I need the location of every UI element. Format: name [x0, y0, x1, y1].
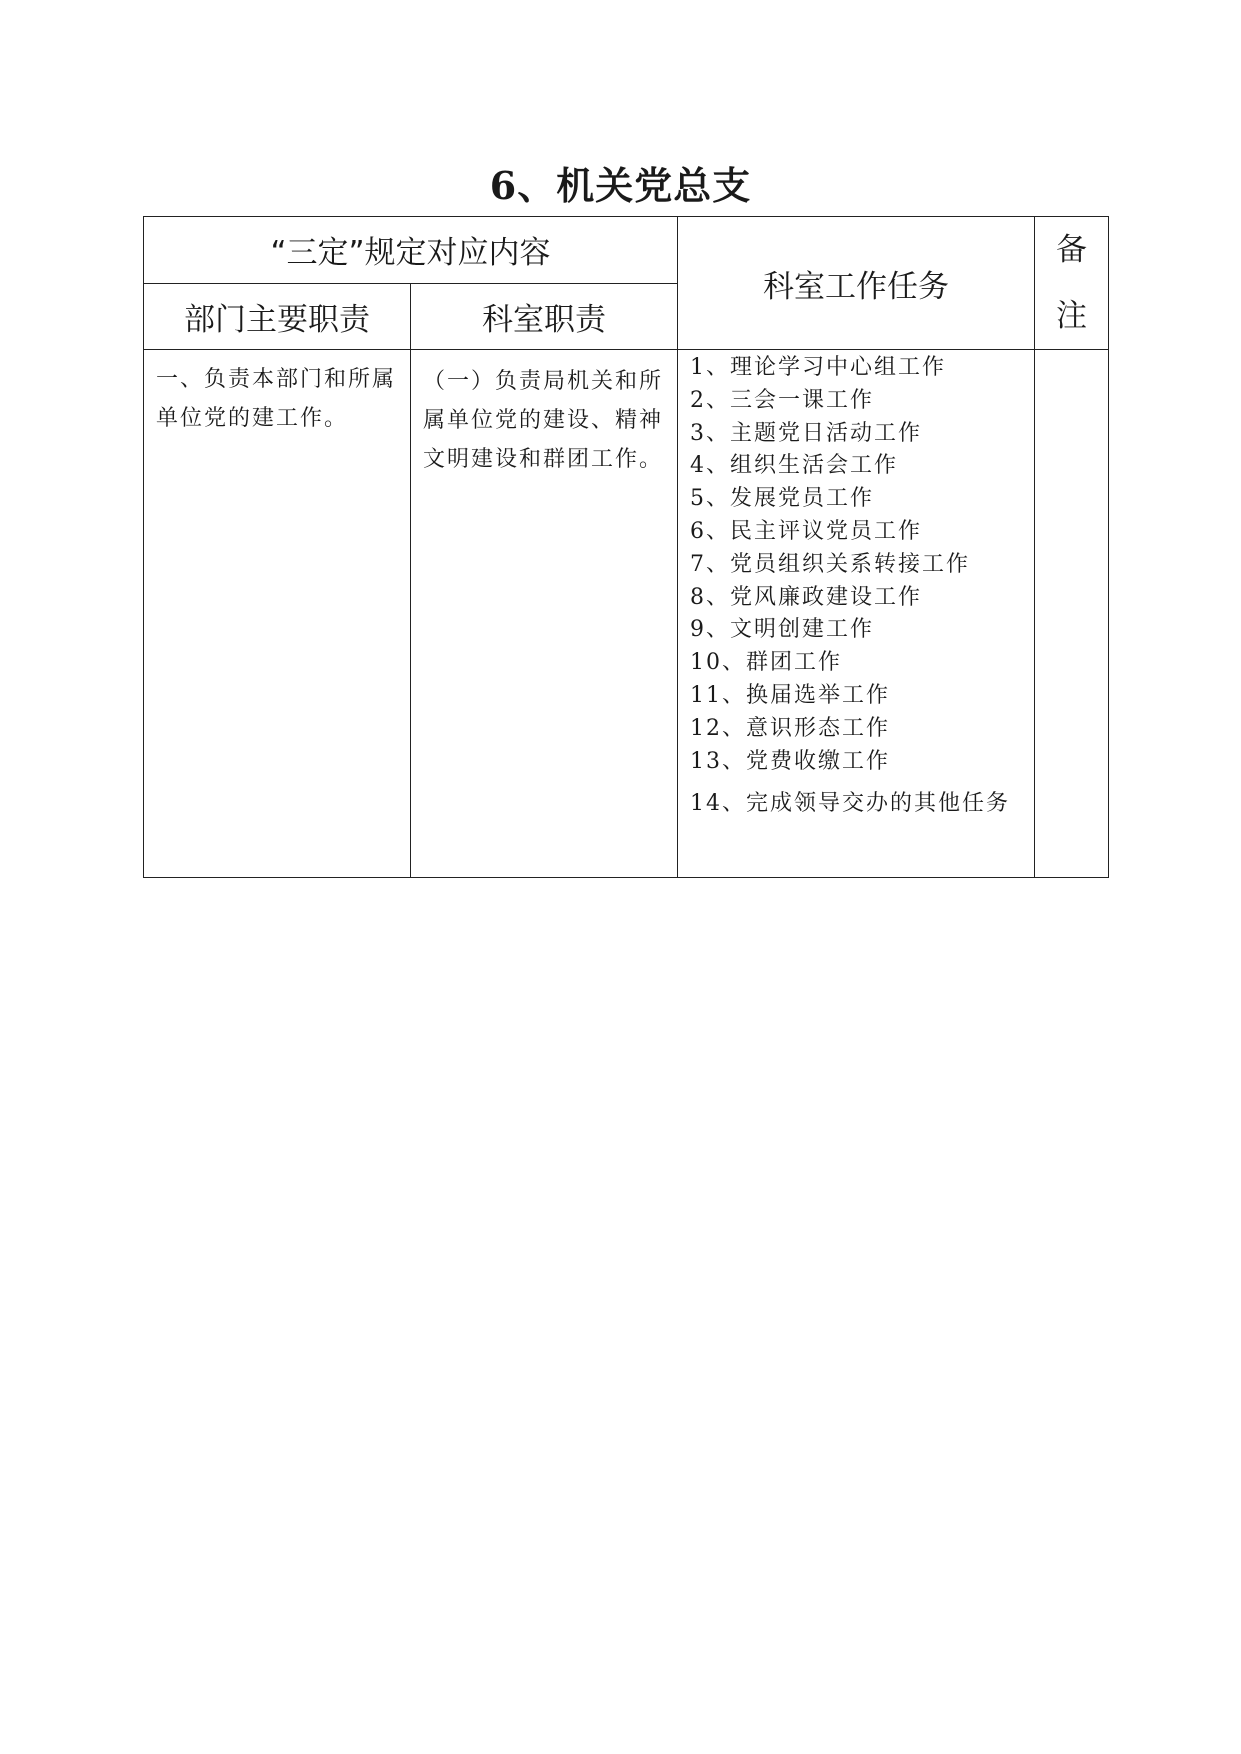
task-list	[678, 350, 1034, 821]
list-item: 9、文明创建工作	[690, 617, 874, 643]
header-remarks-char-1: 备	[1056, 232, 1087, 268]
list-item: 2、三会一课工作	[690, 387, 874, 413]
list-item: 14、完成领导交办的其他任务	[690, 791, 1010, 817]
list-item: 10、群团工作	[690, 650, 842, 676]
list-item: 12、意识形态工作	[690, 715, 890, 741]
header-remarks	[1035, 217, 1109, 350]
list-item: 13、党费收缴工作	[690, 748, 890, 774]
list-item: 8、党风廉政建设工作	[690, 584, 922, 610]
office-duty-cell: （一）负责局机关和所属单位党的建设、精神文明建设和群团工作。	[411, 350, 678, 878]
remarks-cell	[1035, 350, 1109, 878]
list-item: 5、发展党员工作	[690, 486, 874, 512]
header-dept-duties: 部门主要职责	[144, 283, 411, 350]
list-item: 4、组织生活会工作	[690, 453, 898, 479]
header-group-san-ding: “三定”规定对应内容	[144, 217, 678, 284]
document-title: 6、机关党总支	[489, 163, 752, 208]
duty-table	[143, 216, 1109, 878]
header-remarks-char-2: 注	[1056, 298, 1087, 334]
list-item: 7、党员组织关系转接工作	[690, 551, 970, 577]
list-item: 3、主题党日活动工作	[690, 420, 922, 446]
header-office-duties: 科室职责	[411, 283, 678, 350]
list-item: 6、民主评议党员工作	[690, 518, 922, 544]
header-row-group	[144, 217, 1109, 284]
list-item: 11、换届选举工作	[690, 682, 890, 708]
table-row	[144, 350, 1109, 878]
header-office-tasks: 科室工作任务	[678, 217, 1035, 350]
dept-duty-cell: 一、负责本部门和所属单位党的建工作。	[144, 350, 411, 878]
list-item: 1、理论学习中心组工作	[690, 355, 946, 380]
office-tasks-cell	[678, 350, 1035, 878]
